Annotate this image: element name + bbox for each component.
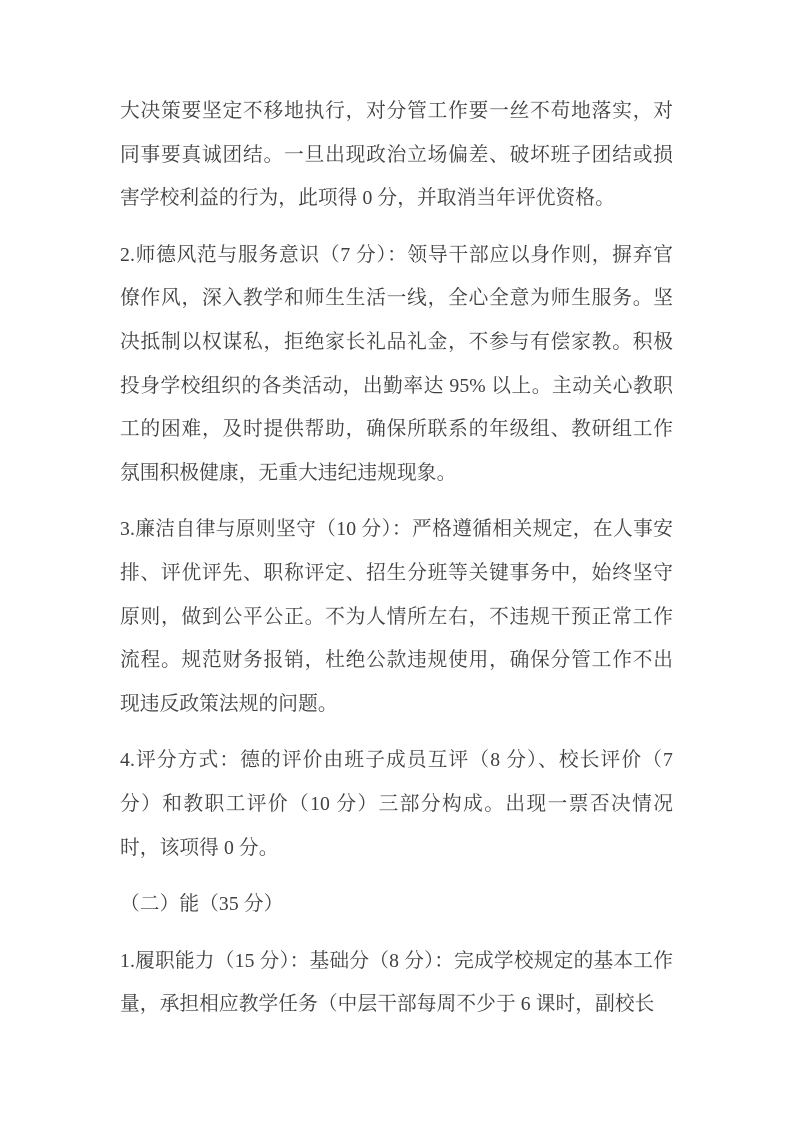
- doc-paragraph-item4-pingfen: 4.评分方式：德的评价由班子成员互评（8 分）、校长评价（7 分）和教职工评价（10 分）三部分构成。出现一票否决情况时，该项得 0 分。: [120, 749, 673, 859]
- doc-paragraph-neng-item1: 1.履职能力（15 分）：基础分（8 分）：完成学校规定的基本工作量，承担相应教学任务（中层干部每周不少于 6 课时，副校长: [120, 949, 673, 1016]
- doc-section-heading-neng: （二）能（35 分）: [120, 893, 284, 916]
- doc-paragraph-item3-lianjie: 3.廉洁自律与原则坚守（10 分）：严格遵循相关规定，在人事安排、评优评先、职称评定、招生分班等关键事务中，始终坚守原则，做到公平公正。不为人情所左右，不违规干预正常工作流程。规范财务报销，杜绝公款违规使用，确保分管工作不出现违反政策法规的问题。: [120, 518, 673, 715]
- doc-paragraph-item2-shide: 2.师德风范与服务意识（7 分）：领导干部应以身作则，摒弃官僚作风，深入教学和师生生活一线，全心全意为师生服务。坚决抵制以权谋私，拒绝家长礼品礼金，不参与有偿家教。积极投身学校组织的各类活动，出勤率达 95% 以上。主动关心教职工的困难，及时提供帮助，确保所联系的年级组、教研组工作氛围积极健康，无重大违纪违规现象。: [120, 243, 673, 484]
- doc-paragraph-continuation: 大决策要坚定不移地执行，对分管工作要一丝不苟地落实，对同事要真诚团结。一旦出现政治立场偏差、破坏班子团结或损害学校利益的行为，此项得 0 分，并取消当年评优资格。: [120, 100, 673, 210]
